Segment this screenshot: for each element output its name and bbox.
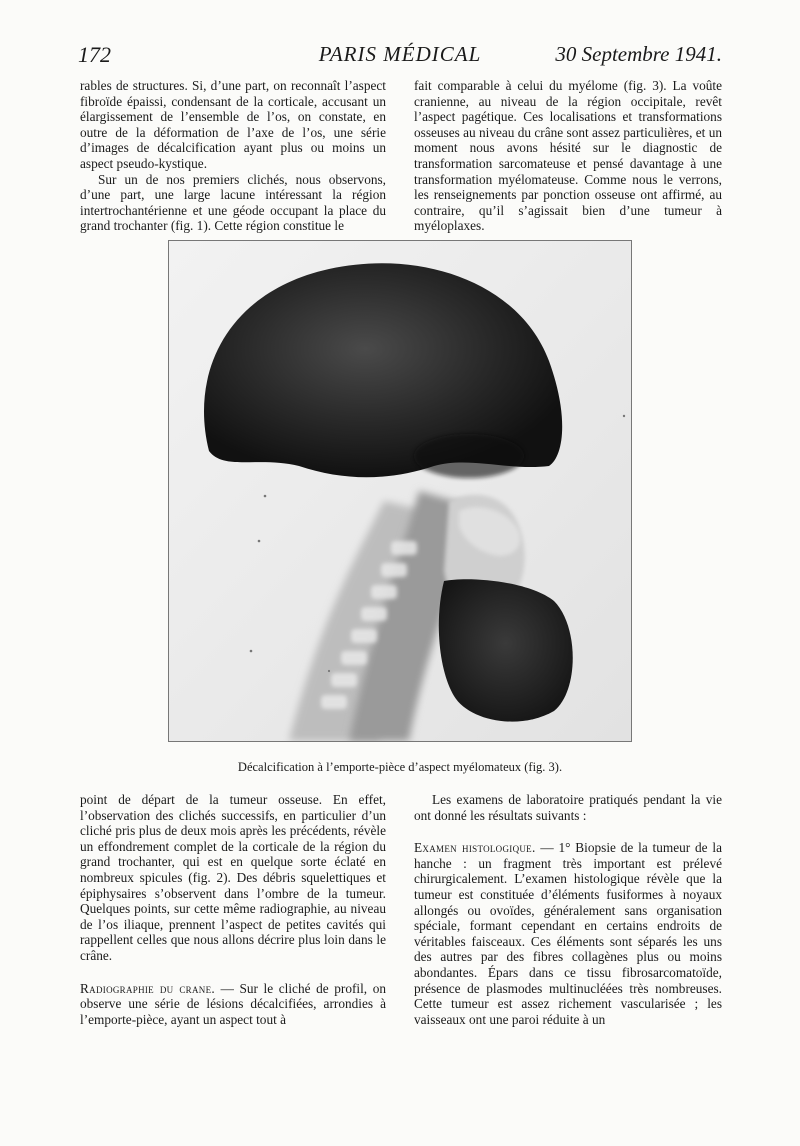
bottom-left-column: [80, 792, 386, 1027]
paragraph: point de départ de la tumeur osseuse. En effet, l’observation des clichés successifs, en particulier d’un cliché pris plus de deux mois après les précédents, révèle un effondrement complet de la corticale de la région du grand trochanter, qui est en quelque sorte éclaté en nombreux spicules (fig. 2). Des débris squelettiques et épiphysaires s’observent dans l’ombre de la tumeur. Quelques points, sur cette même radiographie, au niveau de l’os iliaque, prennent l’aspect de petites cavités qui rappellent celles que nous allons décrire plus loin dans le crâne.: [80, 792, 386, 963]
running-header: [78, 42, 722, 72]
section-heading: Examen histologique.: [414, 840, 536, 856]
section-text: — Sur le cliché de profil, on observe une série de lésions décalcifiées, arrondies à l’emporte-pièce, ayant un aspect tout à: [80, 980, 386, 1027]
section-paragraph: [80, 981, 386, 1028]
top-right-column: [414, 78, 722, 234]
radiograph-image: [169, 241, 631, 741]
bottom-right-column: [414, 792, 722, 1027]
section-paragraph: [414, 840, 722, 1027]
paragraph: Les examens de laboratoire pratiqués pendant la vie ont donné les résultats suivants :: [414, 792, 722, 823]
top-left-column: [80, 78, 386, 234]
issue-date: 30 Septembre 1941.: [555, 42, 722, 66]
skull-radiograph-figure: [168, 240, 632, 742]
page-number: 172: [78, 42, 111, 67]
figure-caption: Décalcification à l’emporte-pièce d’aspect myélomateux (fig. 3).: [237, 760, 563, 774]
paragraph: rables de structures. Si, d’une part, on reconnaît l’aspect fibroïde épaissi, condensant de la corticale, accusant un élargissement de l’ensemble de l’os, on constate, en outre de la déformation de l’axe de l’os, une série d’images de décalcification ayant plus ou moins un aspect pseudo-kystique.: [80, 78, 386, 171]
paragraph: Sur un de nos premiers clichés, nous observons, d’une part, une large lacune intéressant la région intertrochantérienne et une géode occupant la place du grand trochanter (fig. 1). Cette région constitue le: [80, 171, 386, 234]
paragraph: fait comparable à celui du myélome (fig. 3). La voûte cranienne, au niveau de la région occipitale, revêt l’aspect pagétique. Ces localisations et transformations osseuses au niveau du crâne sont assez particulières, et un moment nous avons hésité sur le diagnostic de transformation sarcomateuse et pensé davantage à une transformation myélomateuse. Comme nous le verrons, les renseignements par ponction osseuse ont affirmé, au contraire, qu’il s’agissait bien d’une tumeur à myéloplaxes.: [414, 78, 722, 234]
section-text: — 1° Biopsie de la tumeur de la hanche : un fragment très important est prélevé chirurgicalement. L’examen histologique révèle que la tumeur est constituée d’éléments fusiformes à noyaux allongés ou ovoïdes, généralement sans organisation spéciale, formant cependant en certains endroits de véritables faisceaux. Ces éléments sont séparés les uns des autres par des fibres collagènes plus ou moins abondantes. Épars dans ce tissu fibrosarcomatoïde, présence de plasmodes multinucléées très nombreuses. Cette tumeur est assez richement vascularisée ; les vaisseaux ont une paroi réduite à un: [414, 840, 722, 1027]
section-heading: Radiographie du crane.: [80, 980, 215, 996]
journal-title: PARIS MÉDICAL: [318, 42, 482, 66]
